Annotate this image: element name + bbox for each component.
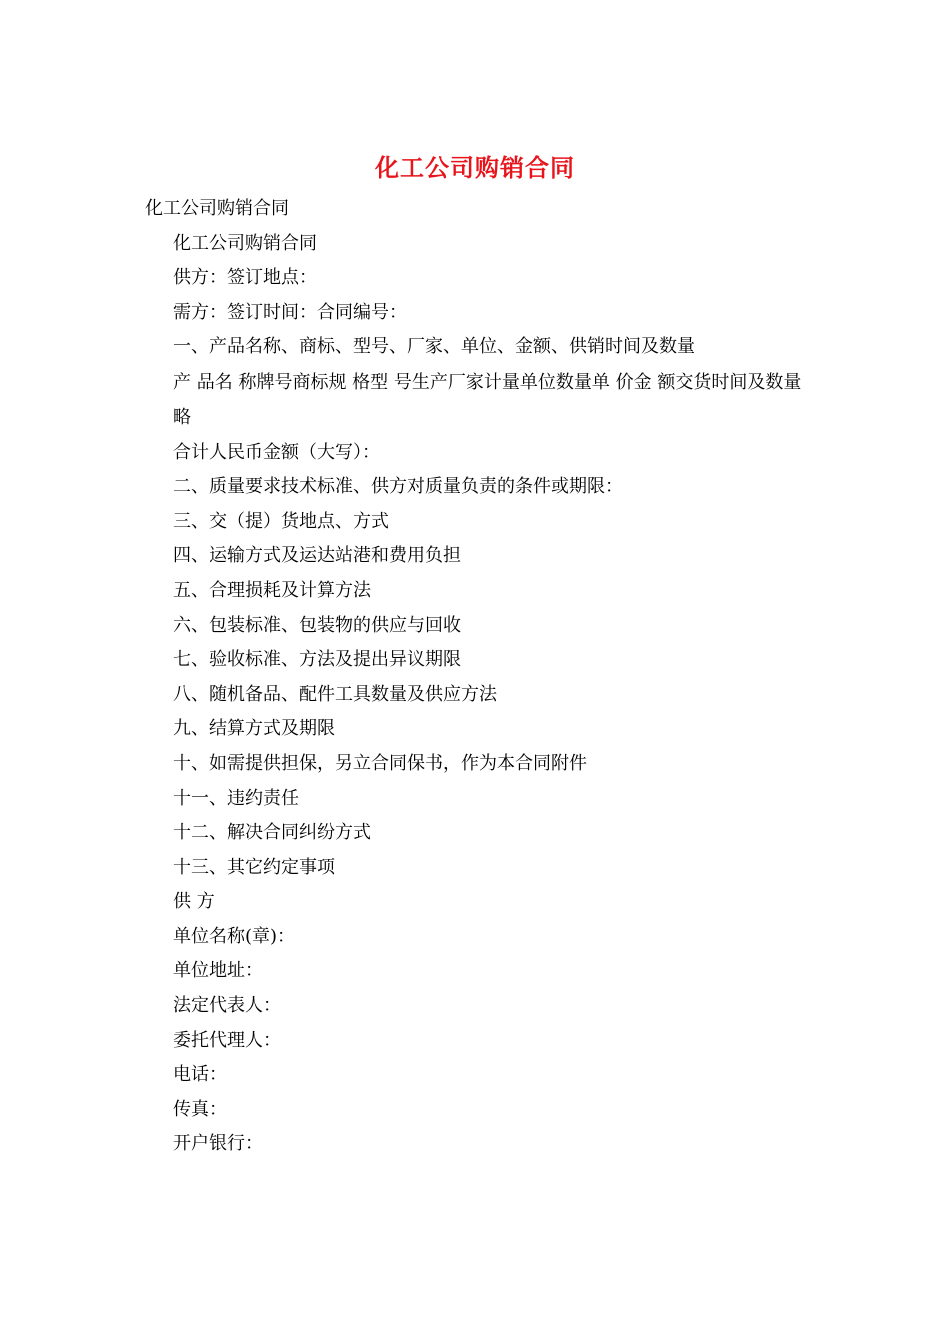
document-line: 十二、解决合同纠纷方式: [173, 822, 371, 844]
document-line: 化工公司购销合同: [145, 198, 289, 219]
document-line: 法定代表人：: [173, 995, 281, 1017]
document-line: 十一、违约责任: [173, 787, 299, 809]
document-line: 产 品名 称牌号商标规 格型 号生产厂家计量单位数量单 价金 额交货时间及数量: [173, 371, 802, 393]
document-line: 委托代理人：: [173, 1029, 281, 1051]
document-title: 化工公司购销合同: [375, 153, 575, 182]
document-line: 四、运输方式及运达站港和费用负担: [173, 545, 461, 567]
document-line: 开户银行：: [173, 1133, 263, 1155]
document-line: 三、交（提）货地点、方式: [173, 510, 389, 532]
document-line: 供方：签订地点：: [173, 267, 317, 289]
document-line: 七、验收标准、方法及提出异议期限: [173, 649, 461, 671]
document-line: 略: [173, 406, 191, 428]
document-line: 六、包装标准、包装物的供应与回收: [173, 614, 461, 636]
document-line: 传真：: [173, 1098, 227, 1120]
document-line: 合计人民币金额（大写）：: [173, 441, 380, 463]
document-line: 二、质量要求技术标准、供方对质量负责的条件或期限：: [173, 476, 623, 498]
document-line: 一、产品名称、商标、型号、厂家、单位、金额、供销时间及数量: [173, 336, 695, 358]
document-body: [145, 192, 815, 1162]
document-line: 需方：签订时间：合同编号：: [173, 301, 407, 323]
document-line: 单位名称(章)：: [173, 925, 296, 947]
document-line: 供 方: [173, 891, 215, 913]
document-line: 八、随机备品、配件工具数量及供应方法: [173, 683, 497, 705]
document-line: 电话：: [173, 1064, 227, 1086]
document-line: 十三、其它约定事项: [173, 856, 335, 878]
document-line: 十、如需提供担保，另立合同保书，作为本合同附件: [173, 752, 587, 774]
document-line: 单位地址：: [173, 960, 263, 982]
document-line: 五、合理损耗及计算方法: [173, 579, 371, 601]
document-line: 九、结算方式及期限: [173, 718, 335, 740]
document-line: 化工公司购销合同: [173, 232, 317, 254]
